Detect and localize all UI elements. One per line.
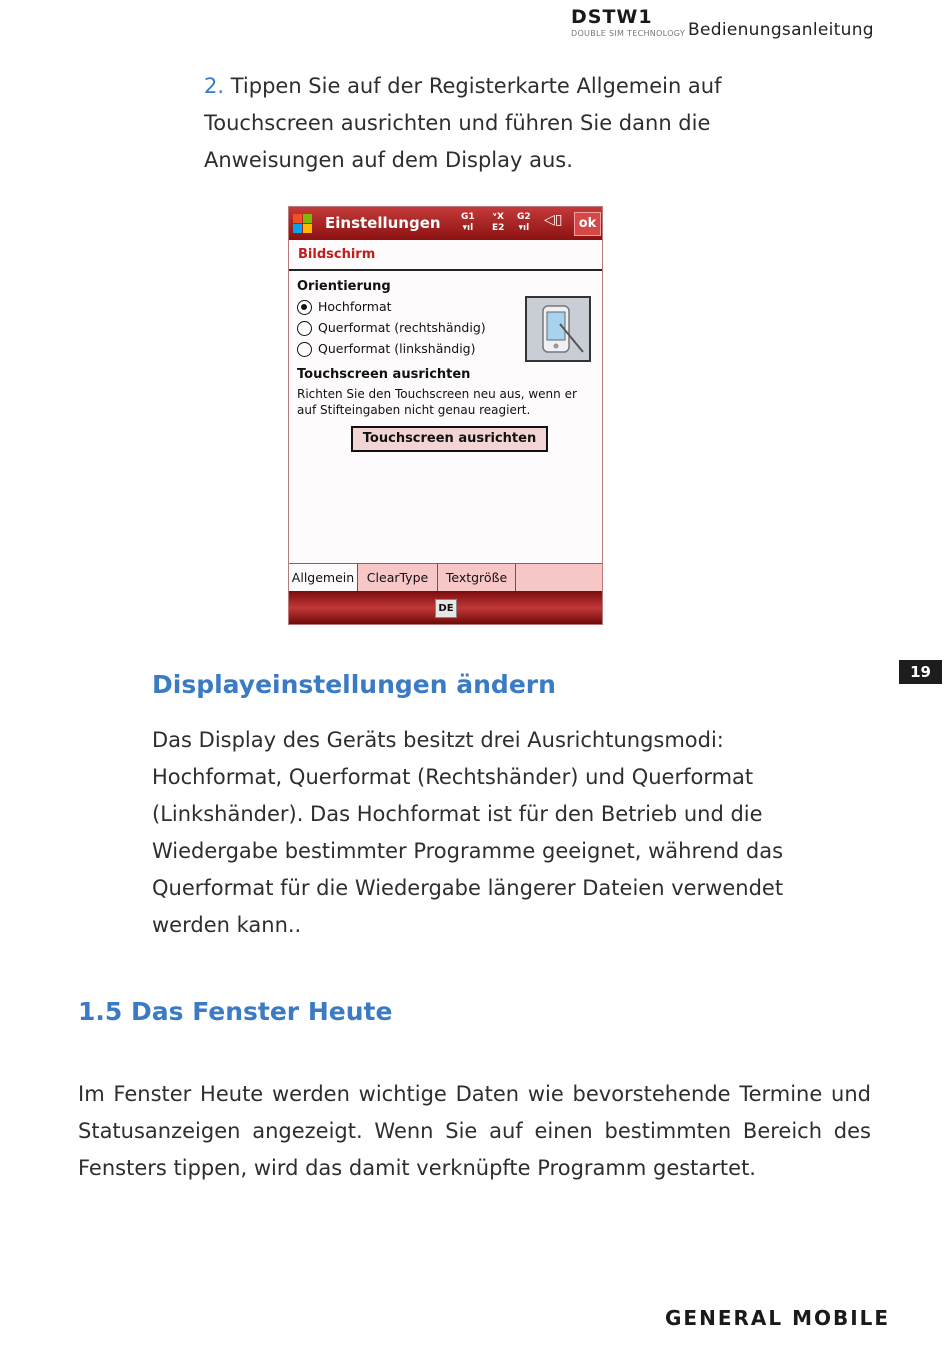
section-text-display: Das Display des Geräts besitzt drei Ausrichtungsmodi: Hochformat, Querformat (Rechtshänder) und Querformat (Linkshänder). Das Hochformat ist für den Betrieb und die Wiedergabe bestimmter Programme geeignet, während das Querformat für die Wiedergabe längerer Dateien verwendet werden kann.. bbox=[152, 728, 784, 937]
section-heading-display: Displayeinstellungen ändern bbox=[152, 670, 556, 699]
radio-querformat-links[interactable] bbox=[297, 341, 476, 357]
radio-hochformat[interactable] bbox=[297, 299, 392, 315]
signal-e2-icon: ᵛX E2 bbox=[492, 212, 505, 233]
header-logo-subtitle: DOUBLE SIM TECHNOLOGY bbox=[571, 29, 686, 38]
orientation-heading: Orientierung bbox=[297, 279, 391, 294]
radio-label: Querformat (rechtshändig) bbox=[318, 320, 486, 335]
header-logo: DSTW1 bbox=[571, 6, 653, 28]
radio-icon[interactable] bbox=[297, 321, 312, 336]
radio-label: Querformat (linkshändig) bbox=[318, 341, 476, 356]
phone-orientation-icon bbox=[525, 296, 591, 362]
section-text-heute: Im Fenster Heute werden wichtige Daten wie bevorstehende Termine und Statusanzeigen angezeigt. Wenn Sie auf einen bestimmten Bereich des Fensters tippen, wird das damit verknüpfte Programm gestartet. bbox=[78, 1082, 871, 1180]
device-softkey-bar bbox=[289, 591, 602, 625]
touch-heading: Touchscreen ausrichten bbox=[297, 367, 471, 382]
device-title-bar bbox=[289, 207, 602, 240]
device-title: Einstellungen bbox=[325, 214, 441, 232]
divider bbox=[289, 269, 602, 271]
device-screenshot bbox=[288, 206, 603, 625]
device-tab-bar bbox=[289, 563, 602, 592]
radio-icon[interactable] bbox=[297, 342, 312, 357]
section-heading-heute: 1.5 Das Fenster Heute bbox=[78, 997, 393, 1026]
step-text: Tippen Sie auf der Registerkarte Allgemein auf Touchscreen ausrichten und führen Sie dann die Anweisungen auf dem Display aus. bbox=[204, 74, 722, 172]
step-number: 2. bbox=[204, 74, 225, 98]
ok-button[interactable]: ok bbox=[574, 212, 601, 236]
footer-brand: GENERAL MOBILE bbox=[665, 1306, 891, 1330]
input-language-indicator[interactable]: DE bbox=[435, 599, 457, 618]
header-title: Bedienungsanleitung bbox=[688, 20, 874, 40]
tab-allgemein[interactable]: Allgemein bbox=[289, 564, 358, 591]
tab-textgroesse[interactable]: Textgröße bbox=[438, 564, 516, 591]
radio-label: Hochformat bbox=[318, 299, 392, 314]
step-instruction bbox=[204, 68, 824, 179]
touch-description: Richten Sie den Touchscreen neu aus, wenn er auf Stifteingaben nicht genau reagiert. bbox=[297, 387, 577, 417]
tab-cleartype[interactable]: ClearType bbox=[358, 564, 438, 591]
radio-selected-icon[interactable] bbox=[297, 300, 312, 315]
signal-g2-icon: G2 ▾ıl bbox=[517, 212, 531, 233]
signal-g1-icon: G1 ▾ıl bbox=[461, 212, 475, 233]
windows-start-icon[interactable] bbox=[293, 214, 313, 234]
touchscreen-align-button[interactable]: Touchscreen ausrichten bbox=[351, 426, 548, 452]
page-number: 19 bbox=[899, 660, 942, 684]
radio-querformat-rechts[interactable] bbox=[297, 320, 486, 336]
volume-icon[interactable]: ◁▯ bbox=[544, 212, 563, 228]
section-title: Bildschirm bbox=[298, 247, 376, 262]
